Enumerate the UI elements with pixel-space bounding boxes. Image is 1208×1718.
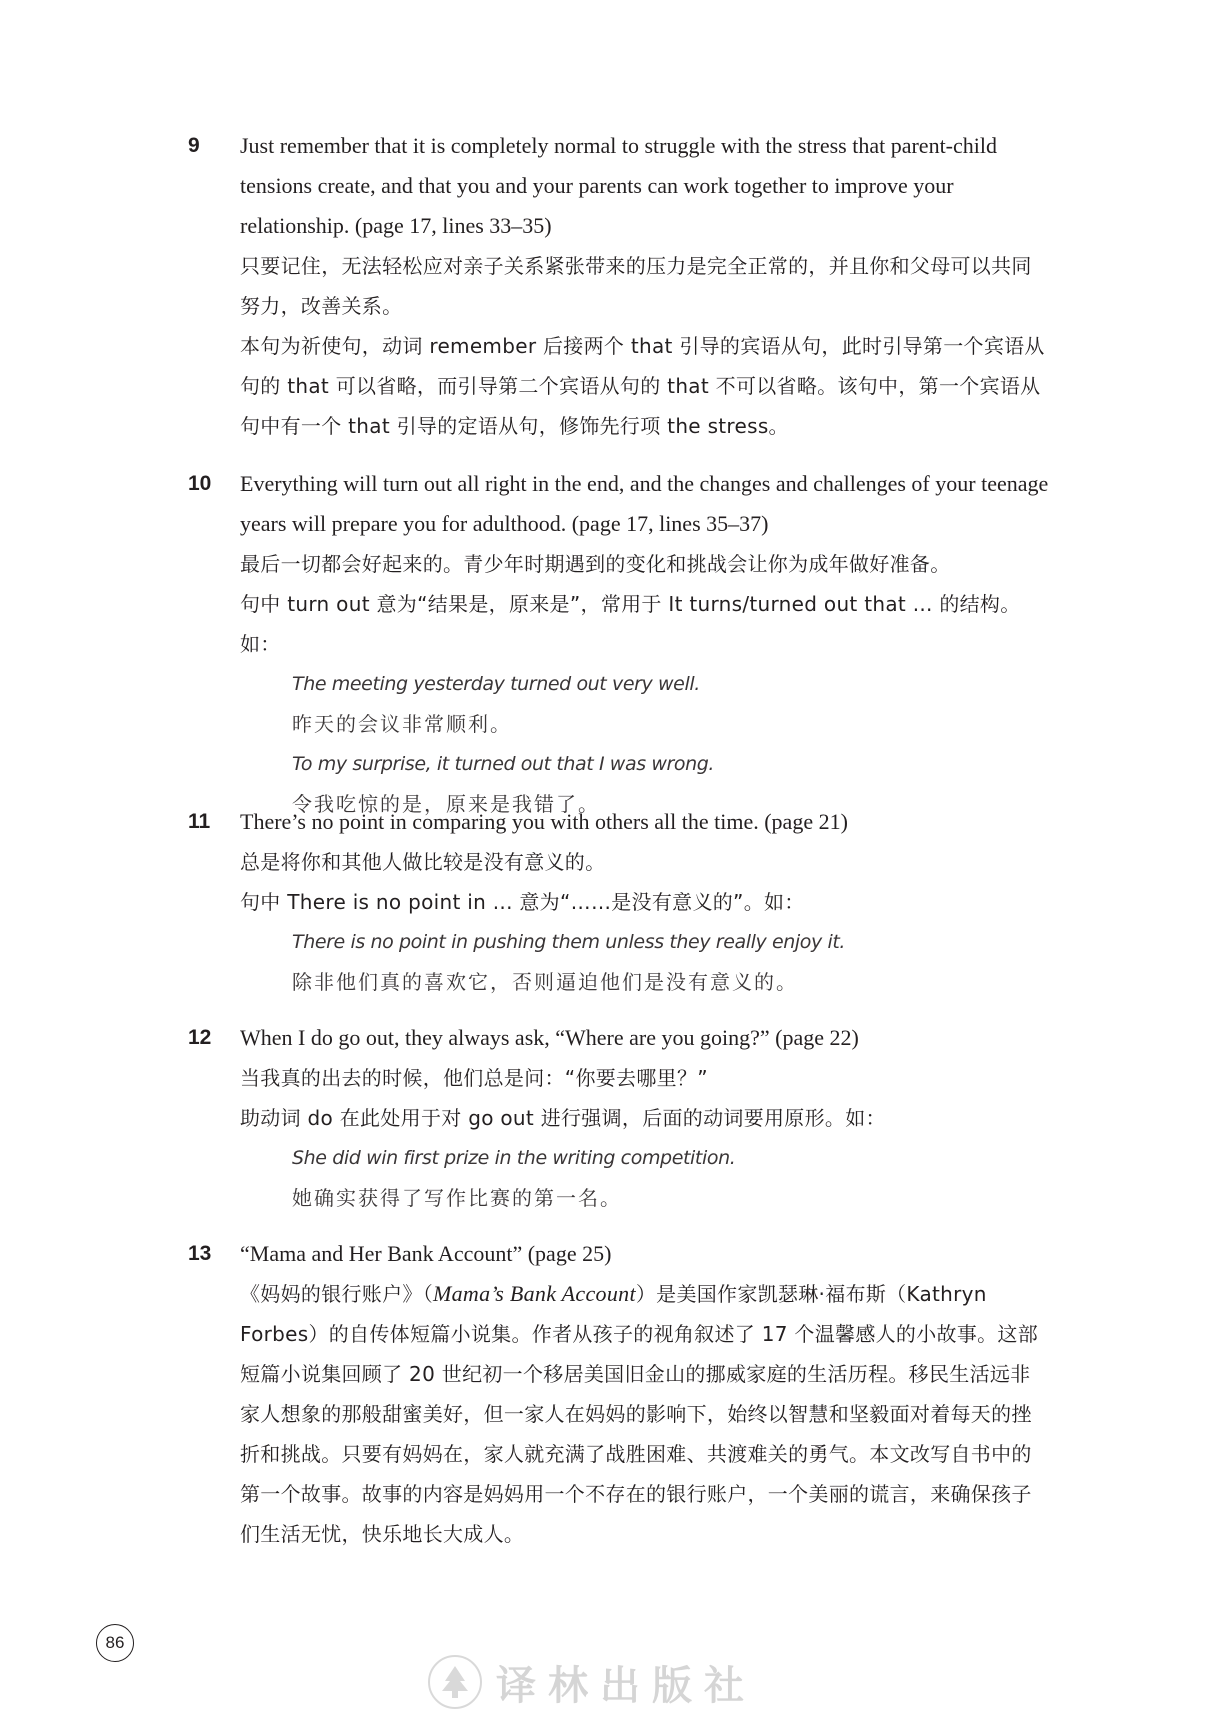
entry-body: [240, 464, 1050, 824]
example-english: To my surprise, it turned out that I was wrong.: [292, 753, 715, 775]
page-number: 86: [96, 1624, 134, 1662]
entry-translation: 总是将你和其他人做比较是没有意义的。: [240, 850, 606, 874]
entry-number: 11: [188, 810, 211, 833]
entry-number: 9: [188, 134, 200, 157]
entry-body: [240, 1234, 1050, 1554]
entry-english-sentence: There’s no point in comparing you with others all the time. (page 21): [240, 809, 848, 834]
entry-english-sentence: Everything will turn out all right in the end, and the changes and challenges of your teenage years will prepare you for adulthood. (page 17, lines 35–37): [240, 471, 1049, 536]
yilin-tree-logo-icon: [428, 1655, 482, 1709]
example-block: [292, 1138, 1050, 1218]
entry-body: [240, 802, 1050, 1002]
publisher-watermark: [428, 1652, 756, 1712]
example-block: [292, 664, 1050, 824]
entry-explanation: 本句为祈使句，动词 remember 后接两个 that 引导的宾语从句，此时引导第一个宾语从句的 that 可以省略，而引导第二个宾语从句的 that 不可以省略。该句中，第一个宾语从句中有一个 that 引导的定语从句，修饰先行项 the stress。: [240, 334, 1045, 438]
entry-explanation: 句中 turn out 意为“结果是，原来是”，常用于 It turns/turned out that ... 的结构。如：: [240, 592, 1021, 656]
entry-body: [240, 1018, 1050, 1218]
example-chinese: 令我吃惊的是，原来是我错了。: [292, 792, 600, 816]
example-chinese: 她确实获得了写作比赛的第一名。: [292, 1186, 622, 1210]
example-block: [292, 922, 1050, 1002]
entry-body: [240, 126, 1050, 446]
entry-explanation: 助动词 do 在此处用于对 go out 进行强调，后面的动词要用原形。如：: [240, 1106, 886, 1130]
book-title-italic: Mama’s Bank Account: [433, 1281, 636, 1306]
entry-english-title: “Mama and Her Bank Account” (page 25): [240, 1241, 612, 1266]
explanation-text-after: ）是美国作家凯瑟琳·福布斯（Kathryn Forbes）的自传体短篇小说集。作者从孩子的视角叙述了 17 个温馨感人的小故事。这部短篇小说集回顾了 20 世纪初一个移居美国旧金山的挪威家庭的生活历程。移民生活远非家人想象的那般甜蜜美好，但一家人在妈妈的影响下，始终以智慧和坚毅面对着每天的挫折和挑战。只要有妈妈在，家人就充满了战胜困难、共渡难关的勇气。本文改写自书中的第一个故事。故事的内容是妈妈用一个不存在的银行账户，一个美丽的谎言，来确保孩子们生活无忧，快乐地长大成人。: [240, 1282, 1039, 1546]
entry-translation: 只要记住，无法轻松应对亲子关系紧张带来的压力是完全正常的，并且你和父母可以共同努力，改善关系。: [240, 254, 1032, 318]
entry-number: 13: [188, 1242, 212, 1265]
entry-translation: 当我真的出去的时候，他们总是问：“你要去哪里？”: [240, 1066, 708, 1090]
example-english: She did win first prize in the writing competition.: [292, 1147, 736, 1169]
explanation-text-before: 《妈妈的银行账户》（: [240, 1282, 433, 1306]
entry-explanation: [240, 1274, 1050, 1554]
entry-english-sentence: Just remember that it is completely normal to struggle with the stress that parent-child tensions create, and that you and your parents can work together to improve your relationship. (page 17, lines 33–35): [240, 133, 997, 238]
example-english: There is no point in pushing them unless they really enjoy it.: [292, 931, 846, 953]
entry-english-sentence: When I do go out, they always ask, “Where are you going?” (page 22): [240, 1025, 859, 1050]
example-chinese: 除非他们真的喜欢它，否则逼迫他们是没有意义的。: [292, 970, 798, 994]
entry-number: 10: [188, 472, 212, 495]
entry-explanation: 句中 There is no point in ... 意为“……是没有意义的”。如：: [240, 890, 805, 914]
entry-translation: 最后一切都会好起来的。青少年时期遇到的变化和挑战会让你为成年做好准备。: [240, 552, 951, 576]
publisher-name: 译林出版社: [496, 1661, 756, 1709]
example-chinese: 昨天的会议非常顺利。: [292, 712, 512, 736]
example-english: The meeting yesterday turned out very well.: [292, 673, 700, 695]
entry-number: 12: [188, 1026, 212, 1049]
